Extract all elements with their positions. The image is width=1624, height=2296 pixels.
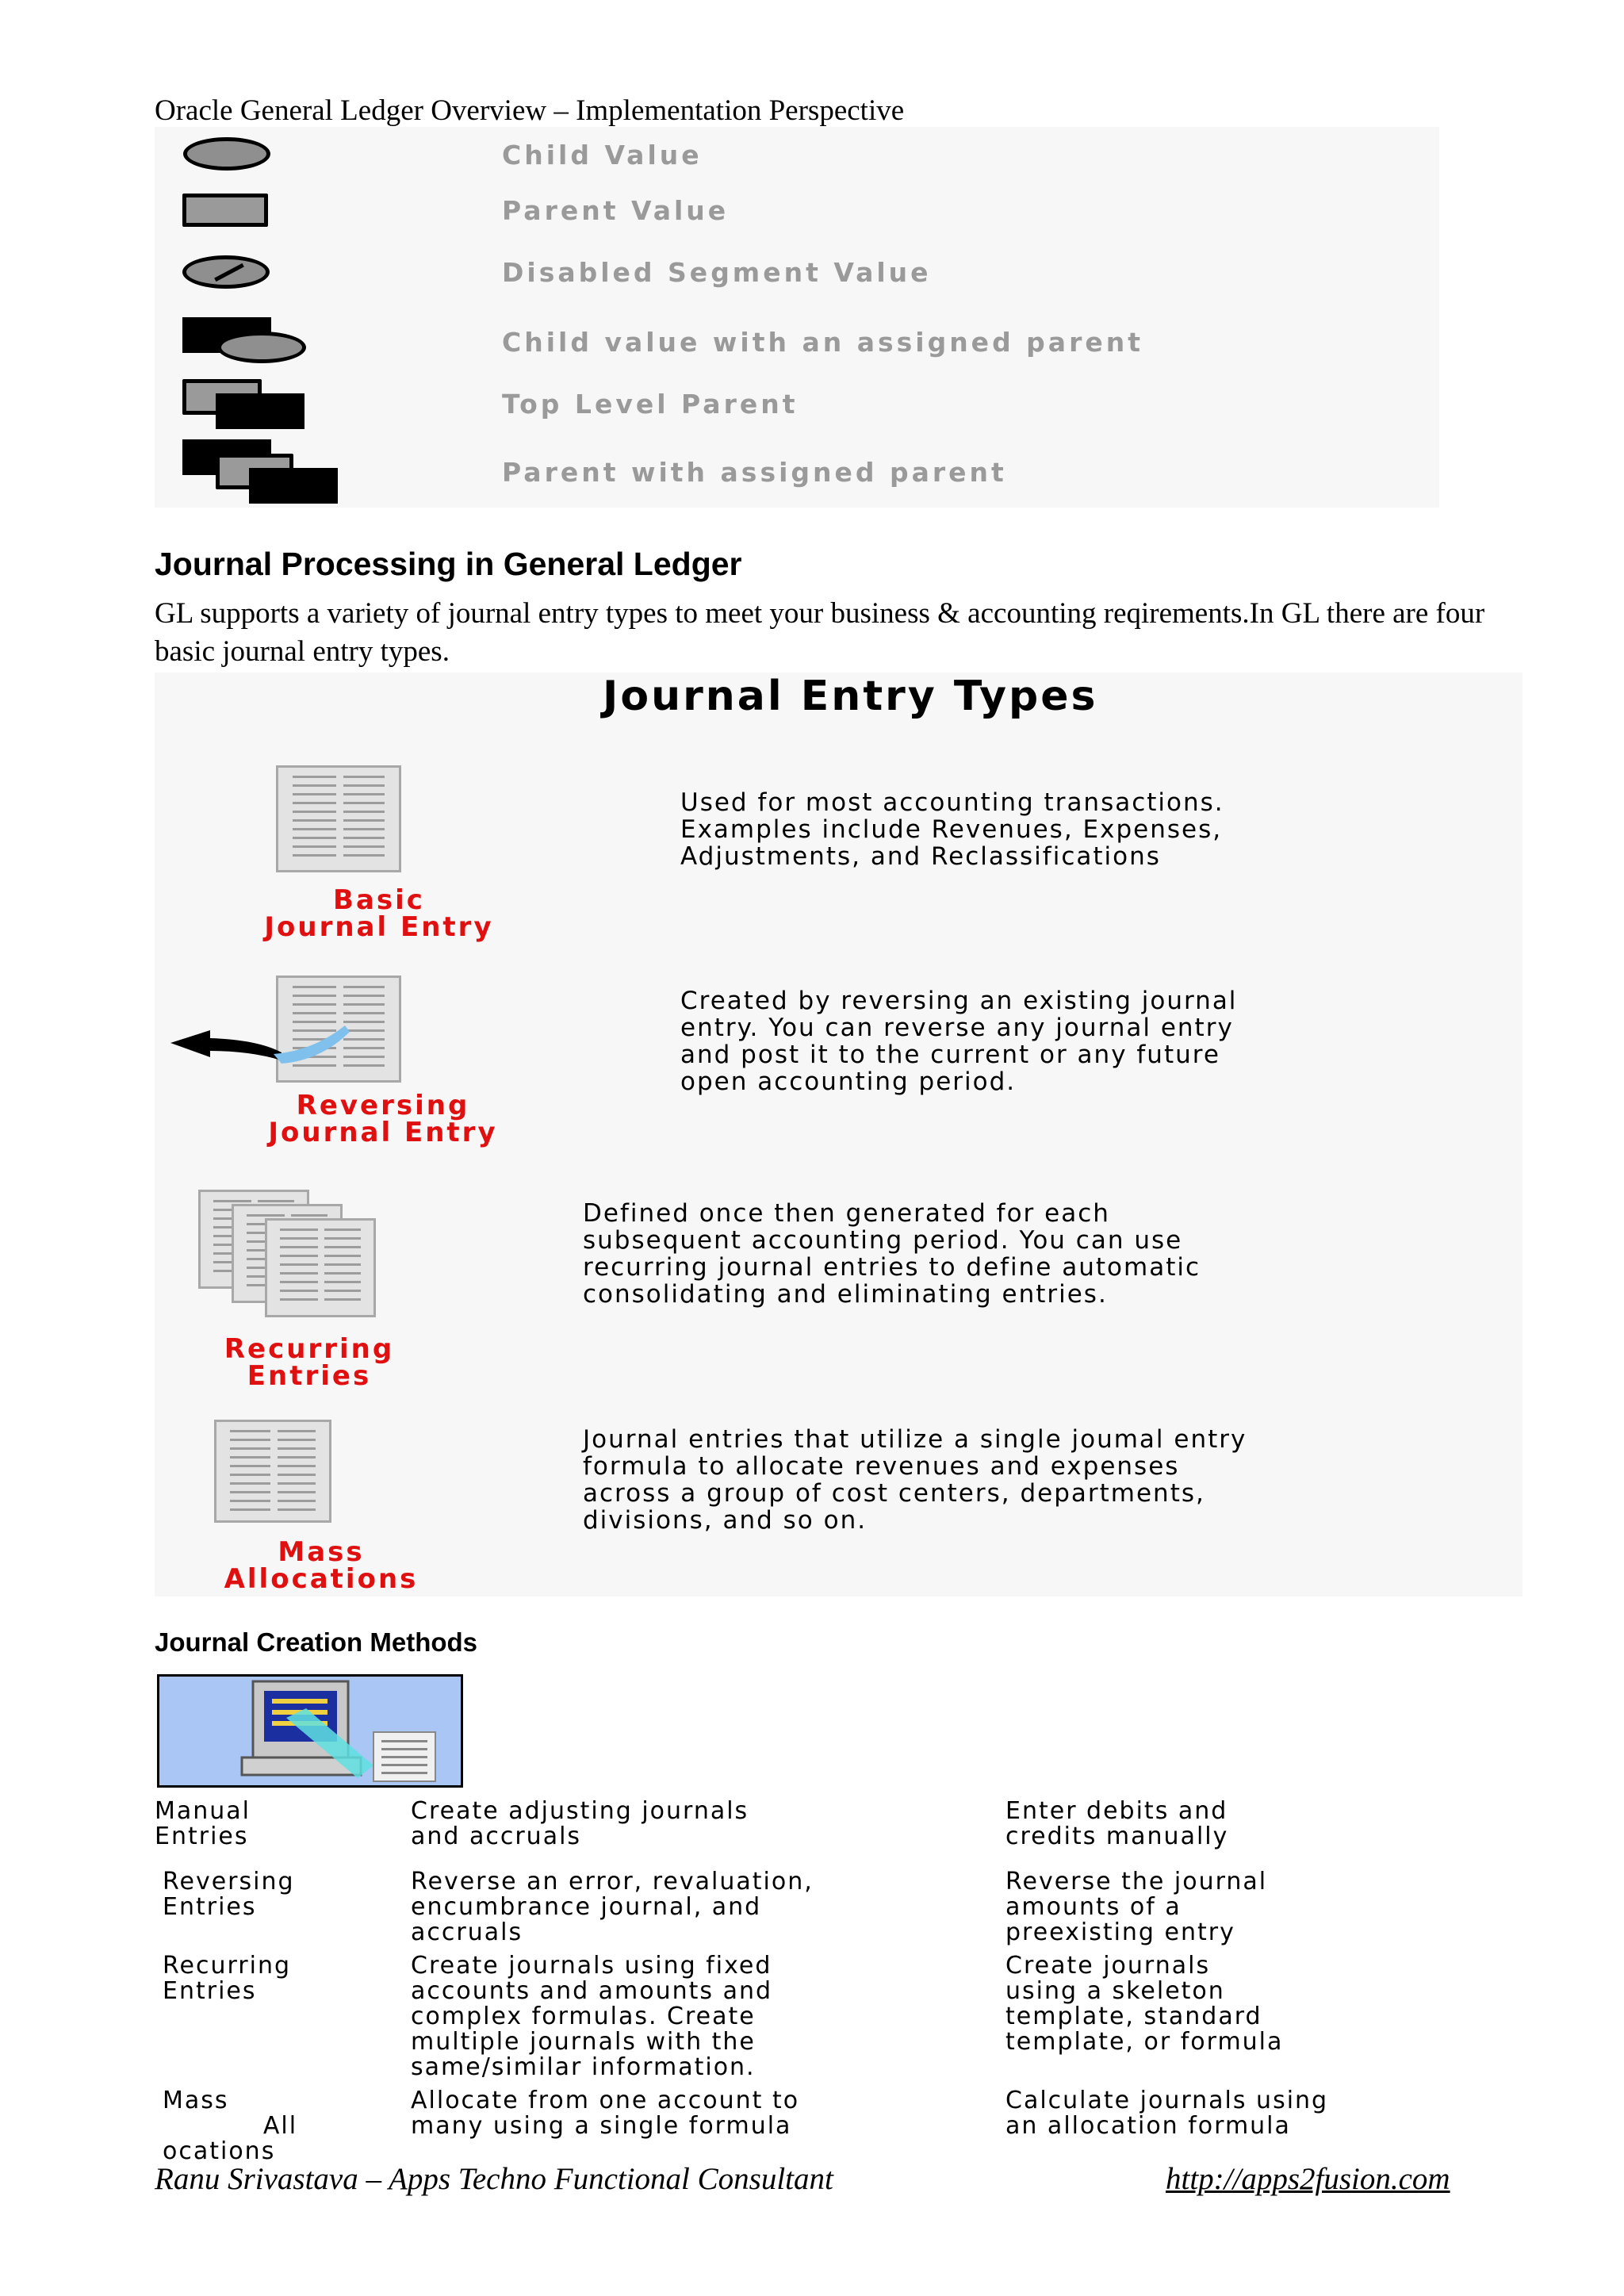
method-recurring-how: Create journals using a skeleton template, standard template, or formula <box>1005 1952 1284 2056</box>
footer-author: Ranu Srivastava – Apps Techno Functional Consultant <box>155 2162 833 2196</box>
oval-icon <box>183 137 270 171</box>
recurring-entries-description: Defined once then generated for each subsequent accounting period. You can use recurring journal entries to define automatic consolidating and eliminating entries. <box>583 1199 1201 1309</box>
rectangle-icon <box>182 194 268 227</box>
method-recurring-purpose: Create journals using fixed accounts and amounts and complex formulas. Create multiple journals with the same/similar information. <box>411 1952 773 2081</box>
method-reversing-name: Reversing Entries <box>163 1868 295 1921</box>
intro-paragraph: GL supports a variety of journal entry types to meet your business & accounting reqirements.In GL there are four basic journal entry types. <box>155 597 1485 668</box>
legend-label-parent-with-parent: Parent with assigned parent <box>502 457 1007 488</box>
journal-entry-types-title: Journal Entry Types <box>603 673 1098 720</box>
method-manual-how: Enter debits and credits manually <box>1005 1797 1229 1850</box>
mass-allocations-label: Mass Allocations <box>224 1536 419 1595</box>
reversing-journal-entry-description: Created by reversing an existing journal entry. You can reverse any journal entry and post it to the current or any future open accounting period. <box>680 987 1238 1096</box>
reverse-arrow-icon <box>163 1019 353 1067</box>
recurring-entries-label: Recurring Entries <box>224 1333 395 1392</box>
document-icon <box>265 1218 376 1317</box>
reversing-journal-entry-label: Reversing Journal Entry <box>268 1090 498 1148</box>
method-manual-purpose: Create adjusting journals and accruals <box>411 1797 749 1850</box>
legend-label-child-value: Child Value <box>502 140 703 171</box>
method-manual-name: Manual Entries <box>155 1797 251 1850</box>
document-icon <box>276 765 401 872</box>
method-mass-how: Calculate journals using an allocation formula <box>1005 2087 1329 2140</box>
disabled-oval-icon <box>182 255 270 289</box>
legend-label-child-with-parent: Child value with an assigned parent <box>502 327 1143 358</box>
method-recurring-name: Recurring Entries <box>163 1952 291 2005</box>
basic-journal-entry-label: Basic Journal Entry <box>264 884 494 943</box>
basic-journal-entry-description: Used for most accounting transactions. Examples include Revenues, Expenses, Adjustments, and Reclassifications <box>680 788 1224 871</box>
method-mass-name: Mass All ocations <box>163 2087 298 2165</box>
section-title: Journal Processing in General Ledger <box>155 546 742 582</box>
footer-website-link[interactable]: http://apps2fusion.com <box>1166 2162 1450 2196</box>
method-reversing-how: Reverse the journal amounts of a preexisting entry <box>1005 1868 1268 1946</box>
child-with-parent-icon <box>182 317 309 365</box>
page-header: Oracle General Ledger Overview – Implementation Perspective <box>155 94 905 127</box>
mass-allocations-description: Journal entries that utilize a single joumal entry formula to allocate revenues and expenses across a group of cost centers, departments, divisions, and so on. <box>583 1425 1247 1535</box>
top-level-parent-icon <box>182 379 309 431</box>
legend-label-parent-value: Parent Value <box>502 195 730 226</box>
method-mass-purpose: Allocate from one account to many using a single formula <box>411 2087 800 2140</box>
legend-label-disabled-segment-value: Disabled Segment Value <box>502 257 932 288</box>
methods-title: Journal Creation Methods <box>155 1627 478 1657</box>
legend-label-top-level-parent: Top Level Parent <box>502 389 799 420</box>
computer-workstation-icon <box>157 1674 463 1788</box>
legend-panel <box>155 127 1439 508</box>
parent-with-parent-icon <box>182 439 341 504</box>
method-reversing-purpose: Reverse an error, revaluation, encumbrance journal, and accruals <box>411 1868 814 1946</box>
document-icon <box>214 1420 331 1523</box>
